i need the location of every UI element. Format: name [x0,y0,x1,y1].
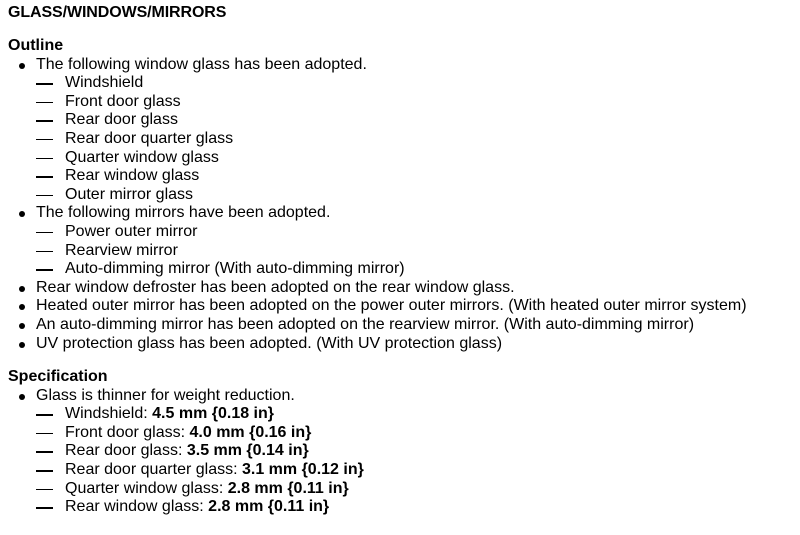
spec-item [36,461,798,480]
dash-icon [36,102,53,104]
sub-item-text: Rear window glass [65,167,200,185]
outline-bullet-item [8,316,798,335]
mirrors-list [36,223,798,279]
spec-item-value: 4.0 mm {0.16 in} [189,423,312,441]
dash-icon [36,195,53,197]
sub-item-text: Quarter window glass [65,148,219,166]
spec-bullet-item [8,387,798,517]
outline-bullet-item [8,279,798,298]
dash-icon [36,414,53,416]
spec-item [36,405,798,424]
dash-icon [36,158,53,160]
document-page [8,3,798,517]
sub-item [36,130,798,149]
outline-list [8,56,798,354]
dash-icon [36,120,53,122]
dash-icon [36,507,53,509]
sub-item-text: Rear door glass [65,111,178,129]
dash-icon [36,433,53,435]
specification-list [8,387,798,517]
outline-bullet-item [8,56,798,205]
spec-item-label: Quarter window glass: [65,479,228,497]
spec-bullet-text: Glass is thinner for weight reduction. [36,386,295,404]
spec-item [36,480,798,499]
bullet-icon [19,286,25,292]
sub-item-text: Front door glass [65,92,181,110]
sub-item [36,260,798,279]
dash-icon [36,83,53,85]
dash-icon [36,176,53,178]
dash-icon [36,451,53,453]
sub-item [36,111,798,130]
spec-item-value: 3.1 mm {0.12 in} [241,461,364,479]
sub-item-text: Power outer mirror [65,222,198,240]
sub-item [36,167,798,186]
bullet-icon [19,304,25,310]
spec-item [36,498,798,517]
specification-heading: Specification [8,368,108,386]
bullet-icon [19,342,25,348]
window-glass-list [36,74,798,204]
outline-bullet-text: UV protection glass has been adopted. (With UV protection glass) [36,334,503,352]
sub-item [36,149,798,168]
outline-bullet-item [8,204,798,278]
spec-item-value: 4.5 mm {0.18 in} [152,405,274,423]
spec-item-label: Rear door quarter glass: [65,461,242,479]
dash-icon [36,269,53,271]
spec-item-label: Rear window glass: [65,498,209,516]
spec-item-label: Front door glass: [65,423,190,441]
spec-item [36,424,798,443]
section-spacer [8,353,798,368]
sub-item-text: Windshield [65,74,144,92]
outline-heading: Outline [8,37,64,54]
spec-item-label: Rear door glass: [65,442,187,460]
spec-item-value: 3.5 mm {0.14 in} [186,442,309,460]
spec-item-value: 2.8 mm {0.11 in} [227,479,349,497]
page-title: GLASS/WINDOWS/MIRRORS [8,4,227,21]
spec-item-value: 2.8 mm {0.11 in} [208,498,330,516]
sub-item [36,93,798,112]
dash-icon [36,232,53,234]
outline-bullet-item [8,335,798,354]
outline-bullet-text: The following mirrors have been adopted. [36,204,331,222]
outline-bullet-text: The following window glass has been adopted. [36,55,367,73]
dash-icon [36,251,53,253]
sub-item-text: Auto-dimming mirror (With auto-dimming mirror) [65,260,405,278]
bullet-icon [19,394,25,400]
sub-item [36,223,798,242]
dash-icon [36,470,53,472]
dash-icon [36,489,53,491]
outline-bullet-text: Heated outer mirror has been adopted on the power outer mirrors. (With heated outer mirror system) [36,297,747,315]
outline-bullet-item [8,297,798,316]
outline-bullet-text: An auto-dimming mirror has been adopted on the rearview mirror. (With auto-dimming mirror) [36,315,695,333]
sub-item [36,74,798,93]
sub-item [36,242,798,261]
glass-thickness-list [36,405,798,517]
spec-item-label: Windshield: [65,405,153,423]
bullet-icon [19,323,25,329]
dash-icon [36,139,53,141]
sub-item [36,186,798,205]
bullet-icon [19,211,25,217]
sub-item-text: Rearview mirror [65,241,178,259]
spec-item [36,442,798,461]
sub-item-text: Rear door quarter glass [65,129,234,147]
sub-item-text: Outer mirror glass [65,185,194,203]
bullet-icon [19,63,25,69]
outline-bullet-text: Rear window defroster has been adopted on the rear window glass. [36,278,515,296]
